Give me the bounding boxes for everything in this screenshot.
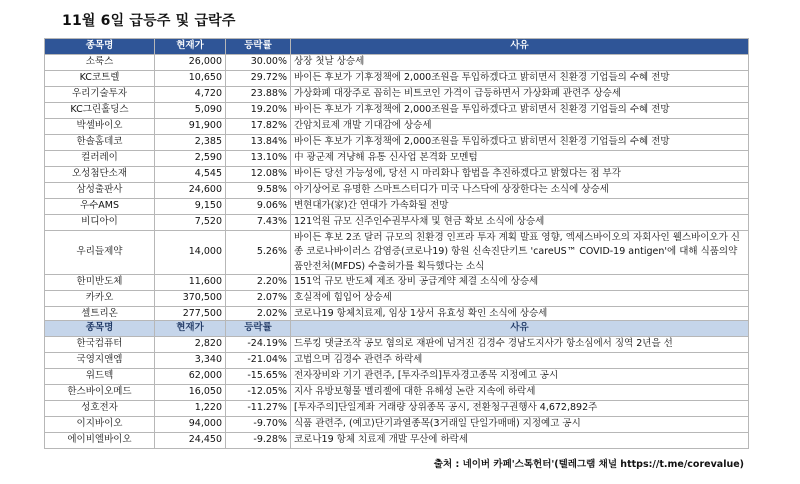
change-rate: 13.10% (226, 151, 291, 167)
table-row (45, 119, 749, 135)
current-price: 10,650 (155, 71, 226, 87)
stock-name: 오성첨단소재 (45, 167, 155, 183)
stock-name: 삼성출판사 (45, 183, 155, 199)
current-price: 26,000 (155, 55, 226, 71)
current-price: 62,000 (155, 369, 226, 385)
stock-name: 성호전자 (45, 401, 155, 417)
current-price: 2,385 (155, 135, 226, 151)
current-price: 7,520 (155, 215, 226, 231)
reason-text: [투자주의]단일계좌 거래량 상위종목 공시, 전환청구권행사 4,672,892주 (291, 401, 749, 417)
change-rate: 29.72% (226, 71, 291, 87)
table-row (45, 291, 749, 307)
reason-text: 코로나19 항체 치료제 개발 무산에 하락세 (291, 433, 749, 449)
header-reason: 사유 (291, 39, 749, 55)
reason-text: 식품 관련주, (예고)단기과열종목(3거래일 단일가매매) 지정예고 공시 (291, 417, 749, 433)
current-price: 91,900 (155, 119, 226, 135)
header-reason: 사유 (291, 321, 749, 337)
reason-text: 151억 규모 반도체 제조 장비 공급계약 체결 소식에 상승세 (291, 275, 749, 291)
reason-text: 바이든 후보가 기후정책에 2,000조원을 투입하겠다고 밝히면서 친환경 기업들의 수혜 전망 (291, 71, 749, 87)
change-rate: 17.82% (226, 119, 291, 135)
change-rate: 12.08% (226, 167, 291, 183)
reason-text: 아기상어로 유명한 스마트스터디가 미국 나스닥에 상장한다는 소식에 상승세 (291, 183, 749, 199)
change-rate: 19.20% (226, 103, 291, 119)
table-row (45, 369, 749, 385)
change-rate: -24.19% (226, 337, 291, 353)
current-price: 3,340 (155, 353, 226, 369)
table-header-row (45, 321, 749, 337)
change-rate: 9.58% (226, 183, 291, 199)
reason-text: 상장 첫날 상승세 (291, 55, 749, 71)
change-rate: -21.04% (226, 353, 291, 369)
current-price: 16,050 (155, 385, 226, 401)
table-row (45, 337, 749, 353)
reason-text: 간암치료제 개발 기대감에 상승세 (291, 119, 749, 135)
change-rate: -9.28% (226, 433, 291, 449)
reason-text: 中 광군제 겨냥해 유통 신사업 본격화 모멘텀 (291, 151, 749, 167)
table-row (45, 103, 749, 119)
stock-name: 한미반도체 (45, 275, 155, 291)
falling-stocks-table (44, 320, 749, 449)
change-rate: 30.00% (226, 55, 291, 71)
table-row (45, 55, 749, 71)
reason-text: 고법으며 김경수 관련주 하락세 (291, 353, 749, 369)
change-rate: 7.43% (226, 215, 291, 231)
current-price: 4,720 (155, 87, 226, 103)
header-price: 현재가 (155, 39, 226, 55)
header-change: 등락률 (226, 321, 291, 337)
reason-text: 바이든 후보가 기후정책에 2,000조원을 투입하겠다고 밝히면서 친환경 기업들의 수혜 전망 (291, 135, 749, 151)
table-row (45, 275, 749, 291)
current-price: 9,150 (155, 199, 226, 215)
stock-name: 박셀바이오 (45, 119, 155, 135)
reason-text: 코로나19 항체치료제, 임상 1상서 유효성 확인 소식에 상승세 (291, 307, 749, 323)
change-rate: -15.65% (226, 369, 291, 385)
change-rate: 2.07% (226, 291, 291, 307)
reason-text: 바이든 후보가 기후정책에 2,000조원을 투입하겠다고 밝히면서 친환경 기업들의 수혜 전망 (291, 103, 749, 119)
header-price: 현재가 (155, 321, 226, 337)
table-row (45, 401, 749, 417)
change-rate: -12.05% (226, 385, 291, 401)
stock-name: 소룩스 (45, 55, 155, 71)
table-row (45, 167, 749, 183)
current-price: 277,500 (155, 307, 226, 323)
table-row (45, 417, 749, 433)
stock-name: 우리기술투자 (45, 87, 155, 103)
current-price: 1,220 (155, 401, 226, 417)
table-row (45, 199, 749, 215)
reason-text: 전자장비와 기기 관련주, [투자주의]투자경고종목 지정예고 공시 (291, 369, 749, 385)
change-rate: -9.70% (226, 417, 291, 433)
stock-name: 에이비엘바이오 (45, 433, 155, 449)
table-header-row (45, 39, 749, 55)
reason-text: 호실적에 힘입어 상승세 (291, 291, 749, 307)
stock-name: 우리들제약 (45, 231, 155, 275)
table-row (45, 135, 749, 151)
stock-name: 셀트리온 (45, 307, 155, 323)
rising-stocks-table (44, 38, 749, 323)
reason-text: 가상화폐 대장주로 꼽히는 비트코인 가격이 급등하면서 가상화폐 관련주 상승세 (291, 87, 749, 103)
stock-name: 카카오 (45, 291, 155, 307)
page-title: 11월 6일 급등주 및 급락주 (62, 13, 236, 29)
current-price: 2,590 (155, 151, 226, 167)
stock-name: KC코트렐 (45, 71, 155, 87)
header-change: 등락률 (226, 39, 291, 55)
change-rate: 2.20% (226, 275, 291, 291)
current-price: 94,000 (155, 417, 226, 433)
change-rate: 23.88% (226, 87, 291, 103)
current-price: 24,600 (155, 183, 226, 199)
stock-name: 이지바이오 (45, 417, 155, 433)
current-price: 4,545 (155, 167, 226, 183)
table-row (45, 231, 749, 275)
change-rate: 2.02% (226, 307, 291, 323)
table-row (45, 385, 749, 401)
header-name: 종목명 (45, 321, 155, 337)
current-price: 370,500 (155, 291, 226, 307)
reason-text: 121억원 규모 신주인수권부사채 및 현금 확보 소식에 상승세 (291, 215, 749, 231)
stock-name: 국영지앤엠 (45, 353, 155, 369)
reason-text: 지사 유방보형물 벨리젤에 대한 유해성 논란 지속에 하락세 (291, 385, 749, 401)
current-price: 14,000 (155, 231, 226, 275)
table-row (45, 353, 749, 369)
reason-text: 드루킹 댓글조작 공모 혐의로 재판에 넘겨진 김경수 경남도지사가 항소심에서 징역 2년을 선 (291, 337, 749, 353)
current-price: 24,450 (155, 433, 226, 449)
source-credit: 출처 : 네이버 카페'스톡헌터'(텔레그램 채널 https://t.me/corevalue) (433, 459, 744, 470)
current-price: 11,600 (155, 275, 226, 291)
table-row (45, 71, 749, 87)
table-row (45, 215, 749, 231)
stock-name: 컬러레이 (45, 151, 155, 167)
falling-stocks-body (45, 337, 749, 449)
stock-name: 한스바이오메드 (45, 385, 155, 401)
stock-name: KC그린홀딩스 (45, 103, 155, 119)
table-row (45, 183, 749, 199)
header-name: 종목명 (45, 39, 155, 55)
stock-name: 한국컴퓨터 (45, 337, 155, 353)
table-row (45, 151, 749, 167)
table-row (45, 433, 749, 449)
change-rate: 13.84% (226, 135, 291, 151)
current-price: 2,820 (155, 337, 226, 353)
change-rate: 5.26% (226, 231, 291, 275)
current-price: 5,090 (155, 103, 226, 119)
reason-text: 바이든 후보 2조 달러 규모의 친환경 인프라 투자 계획 발표 영향, 엑세스바이오의 자회사인 웰스바이오가 신종 코로나바이러스 감염증(코로나19) 항원 신속진단키트 'careUS™ COVID-19 antigen'에 대해 식품의약품안전처(MFDS) 수출허가를 획득했다는 소식 (291, 231, 749, 275)
stock-name: 우수AMS (45, 199, 155, 215)
change-rate: -11.27% (226, 401, 291, 417)
change-rate: 9.06% (226, 199, 291, 215)
stock-name: 위드텍 (45, 369, 155, 385)
table-row (45, 87, 749, 103)
stock-name: 비디아이 (45, 215, 155, 231)
stock-name: 한솔홈데코 (45, 135, 155, 151)
rising-stocks-body (45, 55, 749, 323)
reason-text: 변현대가(家)간 연대가 가속화될 전망 (291, 199, 749, 215)
reason-text: 바이든 당선 가능성에, 당선 시 마리화나 합법을 추진하겠다고 밝혔다는 점 부각 (291, 167, 749, 183)
